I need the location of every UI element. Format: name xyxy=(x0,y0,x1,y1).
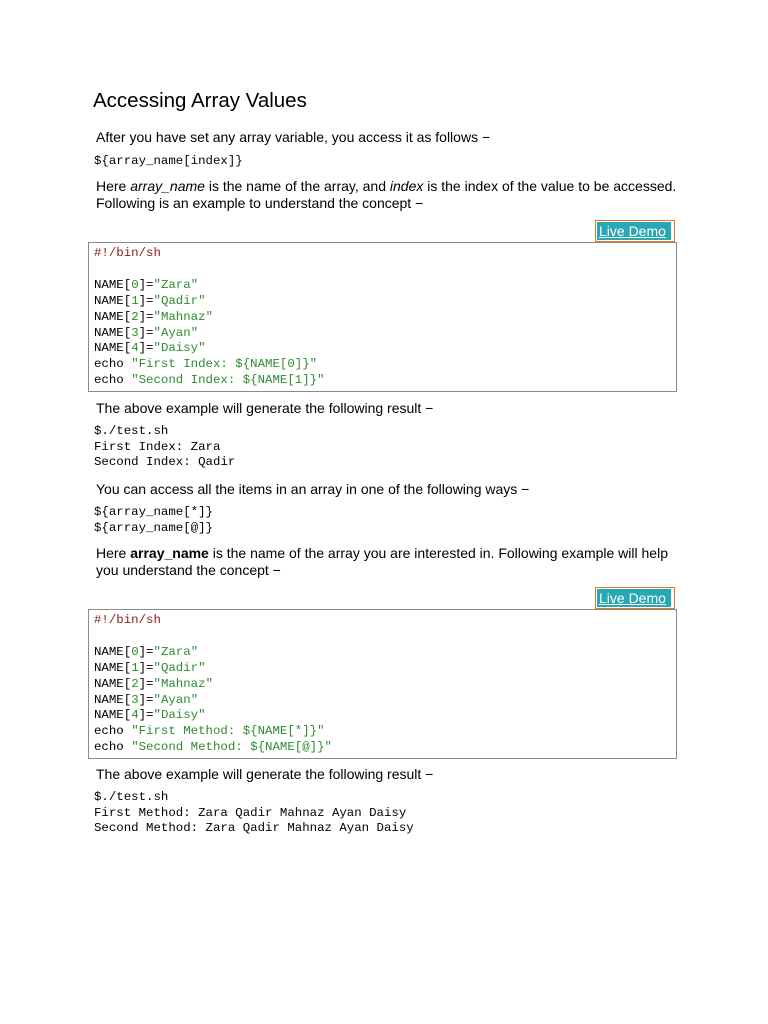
code-example-1 xyxy=(88,242,677,392)
code-shebang: #!/bin/sh xyxy=(94,246,161,260)
syntax-index: ${array_name[index]} xyxy=(94,154,243,168)
result-intro-2: The above example will generate the following result − xyxy=(96,766,434,782)
code-echo-string: "First Method: ${NAME[*]}" xyxy=(131,724,325,739)
result-intro-1: The above example will generate the following result − xyxy=(96,400,434,416)
explanation-paragraph-2: Here array_name is the name of the array you are interested in. Following example will help you understand the concept − xyxy=(96,545,668,578)
code-lines: #!/bin/sh NAME[0]="Zara" NAME[1]="Qadir" NAME[2]="Mahnaz" NAME[3]="Ayan" NAME[4]="Daisy" echo "First Method: ${NAME[*]}" echo "Second Method: ${NAME[@]}" xyxy=(94,613,332,755)
page-title: Accessing Array Values xyxy=(93,89,307,112)
code-example-2 xyxy=(88,609,677,759)
code-echo-string: "Second Method: ${NAME[@]}" xyxy=(131,740,332,755)
text-run: is the index of the value to be accessed. Following is an example to understand the concept − xyxy=(96,178,677,211)
output-block-2: $./test.sh First Method: Zara Qadir Mahnaz Ayan Daisy Second Method: Zara Qadir Mahnaz Ayan Daisy xyxy=(94,790,414,836)
live-demo-button[interactable] xyxy=(595,220,675,242)
code-shebang: #!/bin/sh xyxy=(94,613,161,627)
text-run: Here xyxy=(96,178,131,194)
code-echo-string: "First Index: ${NAME[0]}" xyxy=(131,357,318,372)
code-echo-string: "Second Index: ${NAME[1]}" xyxy=(131,373,325,388)
live-demo-link[interactable]: Live Demo xyxy=(597,222,671,240)
term-index: index xyxy=(389,178,424,194)
live-demo-button[interactable] xyxy=(595,587,675,609)
code-lines: #!/bin/sh NAME[0]="Zara" NAME[1]="Qadir" NAME[2]="Mahnaz" NAME[3]="Ayan" NAME[4]="Daisy" echo "First Index: ${NAME[0]}" echo "Second Index: ${NAME[1]}" xyxy=(94,246,325,388)
term-array-name-bold: array_name xyxy=(130,545,209,561)
explanation-paragraph xyxy=(96,178,686,211)
live-demo-link[interactable]: Live Demo xyxy=(597,589,671,607)
text-run: is the name of the array, and xyxy=(204,178,390,194)
output-block-1: $./test.sh First Index: Zara Second Index: Qadir xyxy=(94,424,236,470)
access-all-paragraph: You can access all the items in an array in one of the following ways − xyxy=(96,481,530,497)
syntax-all: ${array_name[*]} ${array_name[@]} xyxy=(94,505,213,535)
term-array-name: array_name xyxy=(130,178,205,194)
intro-paragraph: After you have set any array variable, you access it as follows − xyxy=(96,129,491,145)
